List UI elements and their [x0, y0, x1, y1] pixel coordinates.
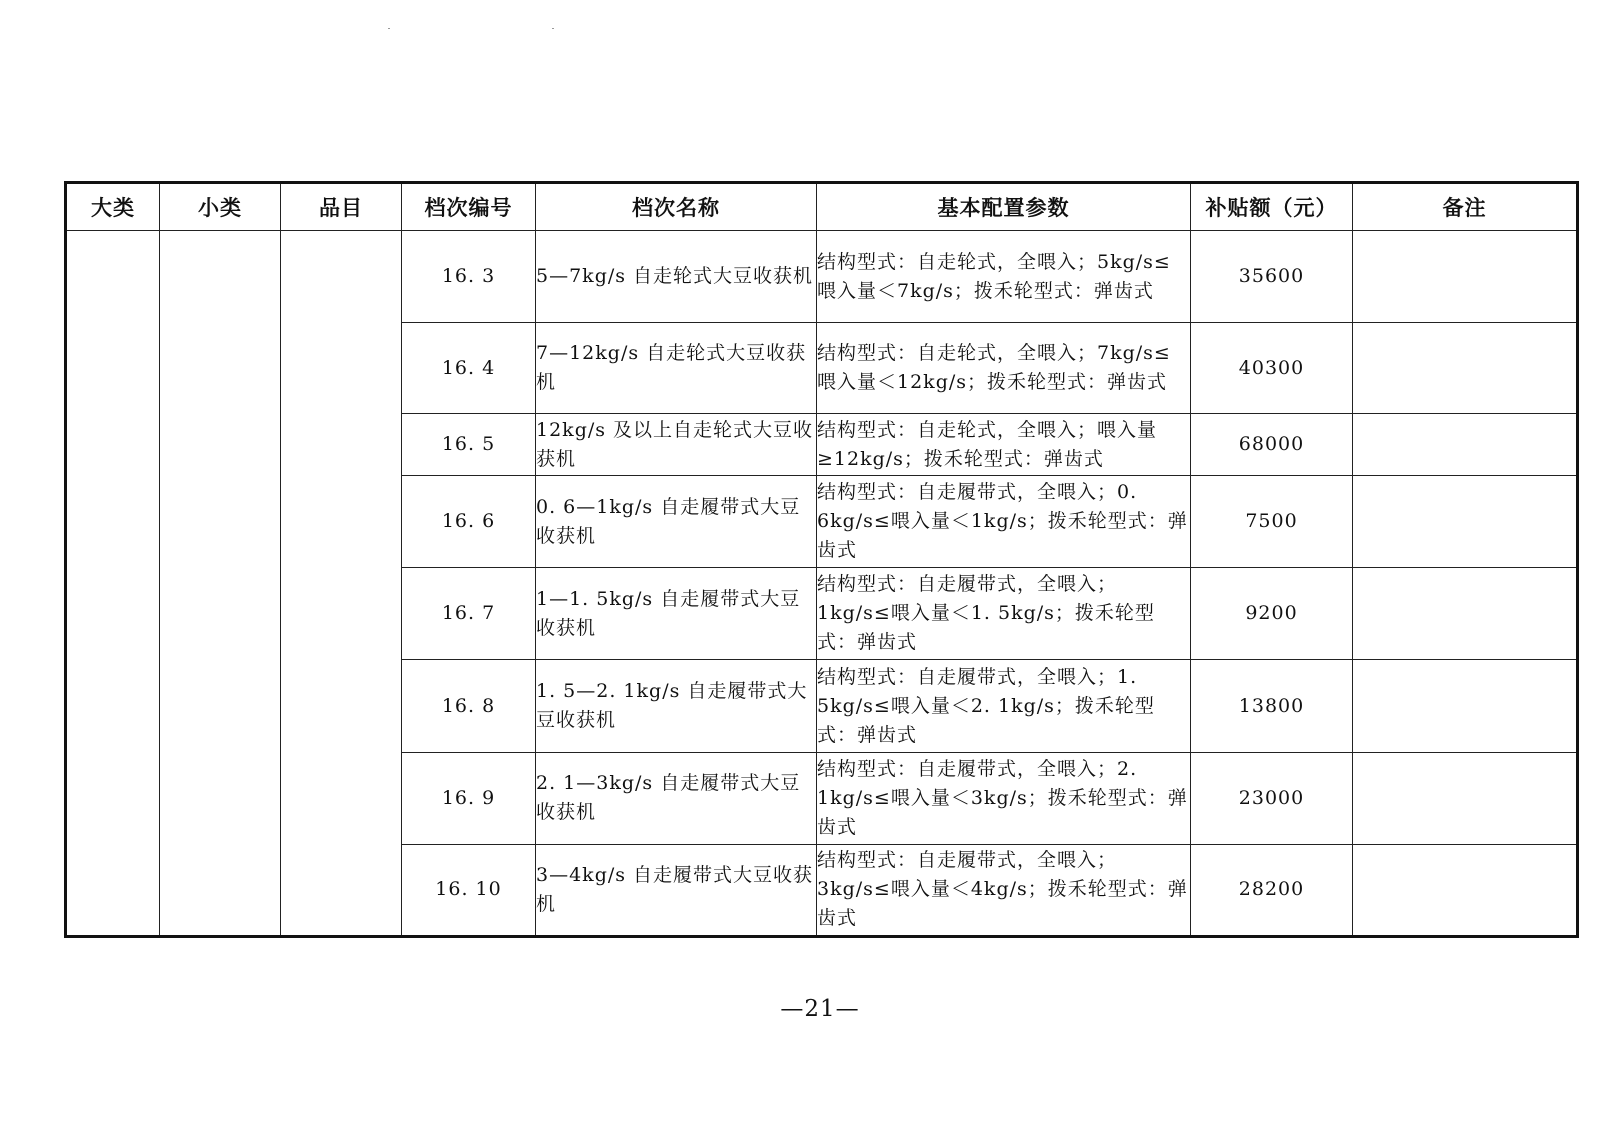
- grade-name-cell: 7—12kg/s 自走轮式大豆收获机: [536, 323, 817, 414]
- subsidy-cell: 35600: [1191, 231, 1353, 323]
- grade-name-cell: 0. 6—1kg/s 自走履带式大豆收获机: [536, 476, 817, 568]
- header-grade-name: 档次名称: [536, 183, 817, 231]
- grade-code-cell: 16. 8: [402, 660, 536, 752]
- grade-code-cell: 16. 7: [402, 568, 536, 660]
- subsidy-cell: 9200: [1191, 568, 1353, 660]
- header-config: 基本配置参数: [817, 183, 1191, 231]
- remarks-cell: [1353, 476, 1578, 568]
- remarks-cell: [1353, 568, 1578, 660]
- remarks-cell: [1353, 752, 1578, 844]
- header-subsidy: 补贴额（元）: [1191, 183, 1353, 231]
- page-number: —21—: [780, 996, 860, 1022]
- subsidy-cell: 68000: [1191, 414, 1353, 476]
- config-cell: 结构型式：自走履带式，全喂入；3kg/s≤喂入量＜4kg/s；拨禾轮型式：弹齿式: [817, 844, 1191, 936]
- header-grade-code: 档次编号: [402, 183, 536, 231]
- subsidy-cell: 40300: [1191, 323, 1353, 414]
- table-row: [66, 231, 1578, 323]
- grade-code-cell: 16. 9: [402, 752, 536, 844]
- scan-speck: [552, 28, 554, 29]
- config-cell: 结构型式：自走履带式，全喂入；0. 6kg/s≤喂入量＜1kg/s；拨禾轮型式：弹齿式: [817, 476, 1191, 568]
- subcategory-cell: [160, 231, 281, 937]
- subsidy-cell: 23000: [1191, 752, 1353, 844]
- header-item: 品目: [281, 183, 402, 231]
- grade-code-cell: 16. 5: [402, 414, 536, 476]
- config-cell: 结构型式：自走履带式，全喂入；1kg/s≤喂入量＜1. 5kg/s；拨禾轮型式：弹齿式: [817, 568, 1191, 660]
- header-remarks: 备注: [1353, 183, 1578, 231]
- grade-name-cell: 1—1. 5kg/s 自走履带式大豆收获机: [536, 568, 817, 660]
- remarks-cell: [1353, 844, 1578, 936]
- grade-name-cell: 3—4kg/s 自走履带式大豆收获机: [536, 844, 817, 936]
- grade-code-cell: 16. 4: [402, 323, 536, 414]
- header-category: 大类: [66, 183, 160, 231]
- item-cell: [281, 231, 402, 937]
- subsidy-cell: 7500: [1191, 476, 1353, 568]
- config-cell: 结构型式：自走轮式，全喂入；喂入量≥12kg/s；拨禾轮型式：弹齿式: [817, 414, 1191, 476]
- remarks-cell: [1353, 231, 1578, 323]
- grade-name-cell: 12kg/s 及以上自走轮式大豆收获机: [536, 414, 817, 476]
- remarks-cell: [1353, 323, 1578, 414]
- subsidy-table: [64, 181, 1579, 938]
- header-subcategory: 小类: [160, 183, 281, 231]
- grade-code-cell: 16. 3: [402, 231, 536, 323]
- config-cell: 结构型式：自走轮式，全喂入；7kg/s≤喂入量＜12kg/s；拨禾轮型式：弹齿式: [817, 323, 1191, 414]
- grade-code-cell: 16. 10: [402, 844, 536, 936]
- remarks-cell: [1353, 660, 1578, 752]
- config-cell: 结构型式：自走履带式，全喂入；2. 1kg/s≤喂入量＜3kg/s；拨禾轮型式：弹齿式: [817, 752, 1191, 844]
- config-cell: 结构型式：自走轮式，全喂入；5kg/s≤喂入量＜7kg/s；拨禾轮型式：弹齿式: [817, 231, 1191, 323]
- remarks-cell: [1353, 414, 1578, 476]
- category-cell: [66, 231, 160, 937]
- grade-name-cell: 2. 1—3kg/s 自走履带式大豆收获机: [536, 752, 817, 844]
- grade-name-cell: 5—7kg/s 自走轮式大豆收获机: [536, 231, 817, 323]
- scan-speck: [388, 28, 390, 29]
- table-header-row: [66, 183, 1578, 231]
- grade-name-cell: 1. 5—2. 1kg/s 自走履带式大豆收获机: [536, 660, 817, 752]
- subsidy-cell: 28200: [1191, 844, 1353, 936]
- subsidy-cell: 13800: [1191, 660, 1353, 752]
- config-cell: 结构型式：自走履带式，全喂入；1. 5kg/s≤喂入量＜2. 1kg/s；拨禾轮型式：弹齿式: [817, 660, 1191, 752]
- subsidy-table-container: [64, 181, 1576, 938]
- grade-code-cell: 16. 6: [402, 476, 536, 568]
